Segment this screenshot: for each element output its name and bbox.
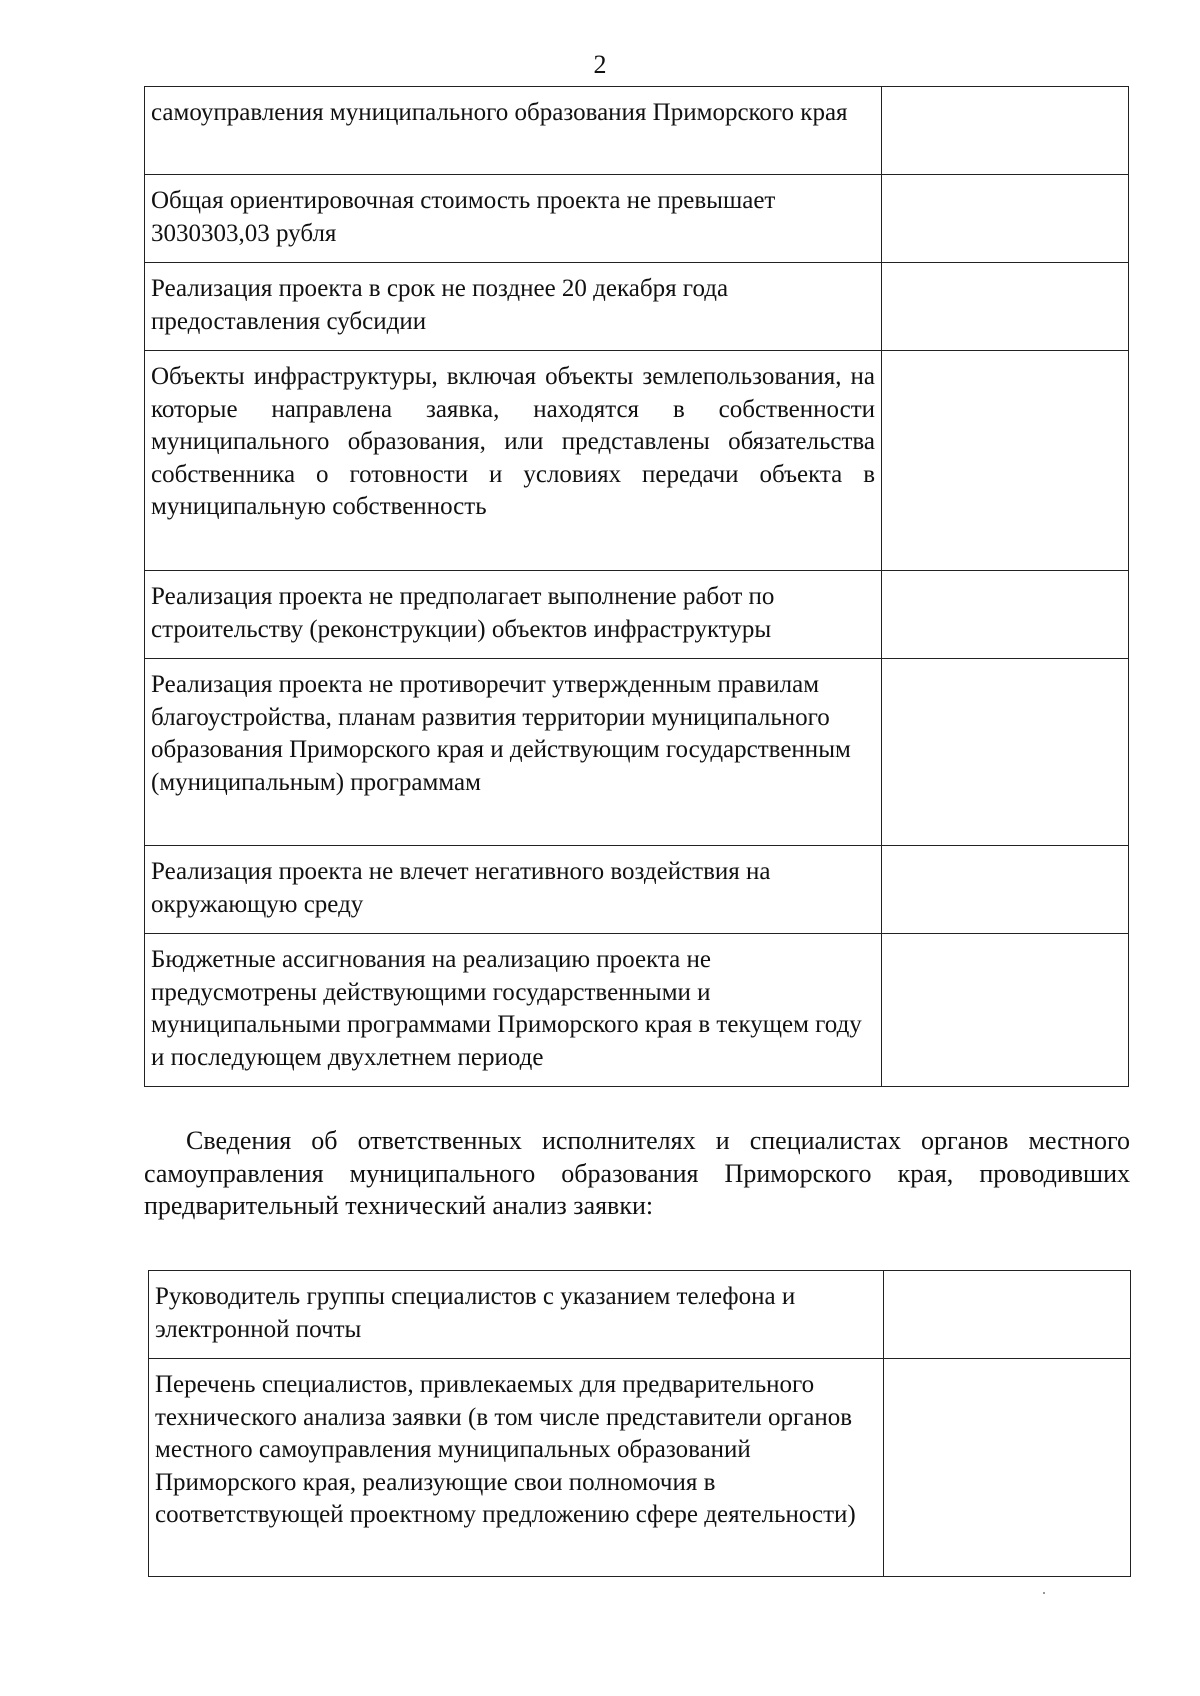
criterion-value-cell[interactable] <box>882 263 1129 351</box>
criterion-text: Общая ориентировочная стоимость проекта не превышает 3030303,03 рубля <box>145 175 882 263</box>
table-row <box>149 1271 1131 1359</box>
criterion-value-cell[interactable] <box>882 87 1129 175</box>
table-row <box>145 175 1129 263</box>
criterion-text: Бюджетные ассигнования на реализацию проекта не предусмотрены действующими государственными и муниципальными программами Приморского края в текущем году и последующем двухлетнем периоде <box>145 934 882 1087</box>
table-row <box>145 659 1129 846</box>
table-row <box>145 934 1129 1087</box>
specialist-field-label: Руководитель группы специалистов с указанием телефона и электронной почты <box>149 1271 884 1359</box>
criterion-text: Реализация проекта не влечет негативного воздействия на окружающую среду <box>145 846 882 934</box>
table-row <box>145 263 1129 351</box>
table-row <box>145 87 1129 175</box>
criterion-value-cell[interactable] <box>882 846 1129 934</box>
table-row <box>145 351 1129 571</box>
specialist-field-value-cell[interactable] <box>884 1271 1131 1359</box>
specialist-field-label: Перечень специалистов, привлекаемых для предварительного технического анализа заявки (в том числе представители органов местного самоуправления муниципальных образований Приморского края, реализующие свои полномочия в соответствующей проектному предложению сфере деятельности) <box>149 1359 884 1577</box>
criterion-text: Реализация проекта не предполагает выполнение работ по строительству (реконструкции) объектов инфраструктуры <box>145 571 882 659</box>
criterion-text: Реализация проекта не противоречит утвержденным правилам благоустройства, планам развития территории муниципального образования Приморского края и действующим государственным (муниципальным) программам <box>145 659 882 846</box>
criterion-text: самоуправления муниципального образования Приморского края <box>145 87 882 175</box>
criterion-text: Реализация проекта в срок не позднее 20 декабря года предоставления субсидии <box>145 263 882 351</box>
specialist-field-value-cell[interactable] <box>884 1359 1131 1577</box>
criterion-value-cell[interactable] <box>882 351 1129 571</box>
criterion-value-cell[interactable] <box>882 659 1129 846</box>
criterion-value-cell[interactable] <box>882 571 1129 659</box>
table-row <box>145 846 1129 934</box>
criteria-table <box>144 86 1129 1087</box>
criterion-value-cell[interactable] <box>882 175 1129 263</box>
table-row <box>145 571 1129 659</box>
responsible-persons-paragraph: Сведения об ответственных исполнителях и специалистах органов местного самоуправления муниципального образования Приморского края, проводивших предварительный технический анализ заявки: <box>144 1126 1130 1220</box>
specialists-table <box>148 1270 1131 1577</box>
criterion-value-cell[interactable] <box>882 934 1129 1087</box>
criterion-text: Объекты инфраструктуры, включая объекты землепользования, на которые направлена заявка, находятся в собственности муниципального образования, или представлены обязательства собственника о готовности и условиях передачи объекта в муниципальную собственность <box>145 351 882 571</box>
table-row <box>149 1359 1131 1577</box>
page-number: 2 <box>593 50 607 79</box>
scan-artifact <box>1043 1592 1045 1594</box>
